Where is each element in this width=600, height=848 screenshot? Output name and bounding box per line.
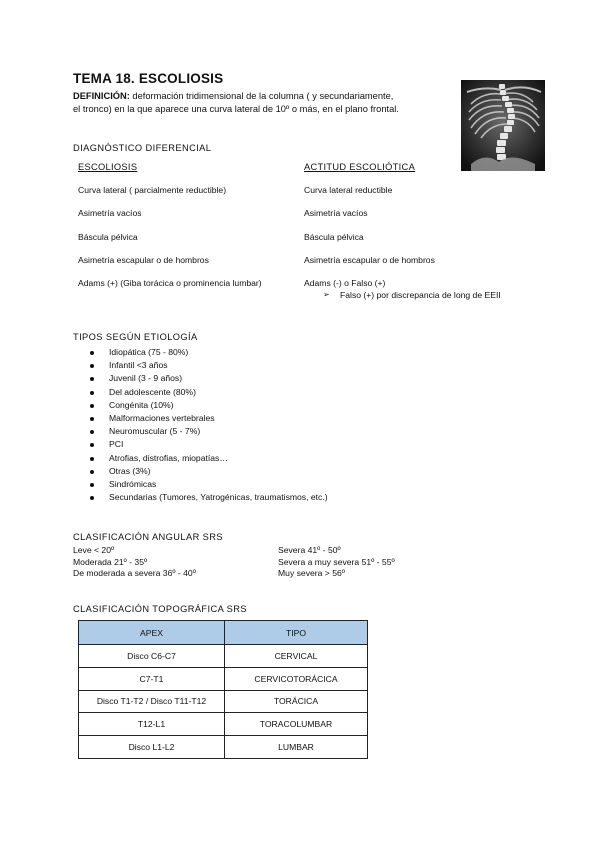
- list-item-text: PCI: [109, 439, 124, 450]
- diff-row-4-right: Asimetría escapular o de hombros: [304, 255, 435, 265]
- table-row: [79, 690, 368, 713]
- table-row: [79, 736, 368, 759]
- list-item: [86, 452, 328, 465]
- diff-row-3-left: Báscula pélvica: [78, 232, 138, 242]
- list-item-text: Neuromuscular (5 - 7%): [109, 426, 201, 437]
- list-item: [86, 412, 328, 425]
- diff-row-5-right: Adams (-) o Falso (+): [304, 278, 386, 288]
- bullet-icon: [90, 470, 94, 474]
- col-header-escoliosis: ESCOLIOSIS: [78, 162, 138, 172]
- table-header-row: [79, 621, 368, 645]
- page-title: TEMA 18. ESCOLIOSIS: [73, 71, 224, 86]
- list-item-text: Otras (3%): [109, 465, 151, 476]
- bullet-icon: [90, 391, 94, 395]
- angular-severa-muy-severa: Severa a muy severa 51º - 55º: [278, 556, 395, 567]
- cell-tipo: LUMBAR: [225, 736, 368, 759]
- bullet-icon: [90, 351, 94, 355]
- header-tipo: TIPO: [225, 621, 368, 645]
- col-header-actitud: ACTITUD ESCOLIÓTICA: [304, 162, 416, 172]
- bullet-icon: [90, 457, 94, 461]
- etiology-list: [86, 346, 328, 504]
- list-item: [86, 491, 328, 504]
- diff-row-1-right: Curva lateral reductible: [304, 185, 393, 195]
- table-row: [79, 667, 368, 690]
- cell-tipo: CERVICOTORÁCICA: [225, 667, 368, 690]
- bullet-icon: [90, 417, 94, 421]
- spine-xray-image: [461, 80, 545, 171]
- definition-line-1: deformación tridimensional de la columna ( y secundariamente,: [129, 91, 394, 101]
- cell-tipo: TORÁCICA: [225, 690, 368, 713]
- sub-bullet-text: Falso (+) por discrepancia de long de EEII: [340, 290, 501, 300]
- table-row: [79, 645, 368, 668]
- differential-heading: DIAGNÓSTICO DIFERENCIAL: [73, 143, 212, 153]
- cell-tipo: TORACOLUMBAR: [225, 713, 368, 736]
- angular-severa: Severa 41º - 50º: [278, 545, 341, 555]
- list-item-text: Idiopática (75 - 80%): [109, 347, 189, 357]
- etiology-heading: TIPOS SEGÚN ETIOLOGÍA: [73, 332, 198, 342]
- diff-row-2-right: Asimetría vacíos: [304, 208, 368, 218]
- list-item: [86, 478, 328, 491]
- angular-moderada-severa: De moderada a severa 36º - 40º: [73, 568, 196, 578]
- angular-right-column: [278, 545, 395, 580]
- list-item: [86, 438, 328, 451]
- diff-row-2-left: Asimetría vacíos: [78, 208, 142, 218]
- definition-label: DEFINICIÓN:: [73, 91, 130, 101]
- list-item: [86, 465, 328, 478]
- bullet-icon: [90, 377, 94, 381]
- list-item-text: Congénita (10%): [109, 399, 174, 410]
- definition-paragraph: [73, 90, 458, 116]
- cell-apex: Disco C6-C7: [79, 645, 225, 668]
- topographic-table: [78, 620, 368, 759]
- list-item-text: Juvenil (3 - 9 años): [109, 373, 183, 384]
- list-item-text: Atrofias, distrofias, miopatías…: [109, 452, 228, 463]
- list-item-text: Del adolescente (80%): [109, 386, 196, 397]
- cell-apex: Disco L1-L2: [79, 736, 225, 759]
- cell-tipo: CERVICAL: [225, 645, 368, 668]
- cell-apex: T12-L1: [79, 713, 225, 736]
- angular-heading: CLASIFICACIÓN ANGULAR SRS: [73, 532, 224, 542]
- list-item: [86, 399, 328, 412]
- definition-line-2: el tronco) en la que aparece una curva lateral de 10º o más, en el plano frontal.: [73, 104, 399, 114]
- table-row: [79, 713, 368, 736]
- bullet-icon: [90, 430, 94, 434]
- list-item: [86, 372, 328, 385]
- bullet-icon: [90, 404, 94, 408]
- cell-apex: C7-T1: [79, 667, 225, 690]
- angular-moderada: Moderada 21º - 35º: [73, 556, 148, 567]
- list-item-text: Malformaciones vertebrales: [109, 412, 215, 423]
- list-item-text: Infantil <3 años: [109, 360, 168, 371]
- header-apex: APEX: [79, 621, 225, 645]
- list-item-text: Secundarias (Tumores, Yatrogénicas, traumatismos, etc.): [109, 492, 328, 503]
- arrow-bullet-icon: ➢: [323, 290, 330, 299]
- diff-row-3-right: Báscula pélvica: [304, 232, 364, 242]
- diff-row-1-left: Curva lateral ( parcialmente reductible): [78, 185, 227, 195]
- bullet-icon: [90, 364, 94, 368]
- diff-row-5-left: Adams (+) (Giba torácica o prominencia lumbar): [78, 278, 262, 288]
- diff-row-4-left: Asimetría escapular o de hombros: [78, 255, 209, 265]
- angular-muy-severa: Muy severa > 56º: [278, 568, 345, 578]
- bullet-icon: [90, 443, 94, 447]
- angular-left-column: [73, 545, 196, 580]
- list-item: [86, 346, 328, 359]
- list-item: [86, 425, 328, 438]
- angular-leve: Leve < 20º: [73, 545, 115, 555]
- bullet-icon: [90, 496, 94, 500]
- spine-xray-icon: [461, 80, 545, 171]
- bullet-icon: [90, 483, 94, 487]
- list-item-text: Sindrómicas: [109, 478, 157, 489]
- cell-apex: Disco T1-T2 / Disco T11-T12: [79, 690, 225, 713]
- topographic-heading: CLASIFICACIÓN TOPOGRÁFICA SRS: [73, 604, 247, 614]
- list-item: [86, 359, 328, 372]
- list-item: [86, 386, 328, 399]
